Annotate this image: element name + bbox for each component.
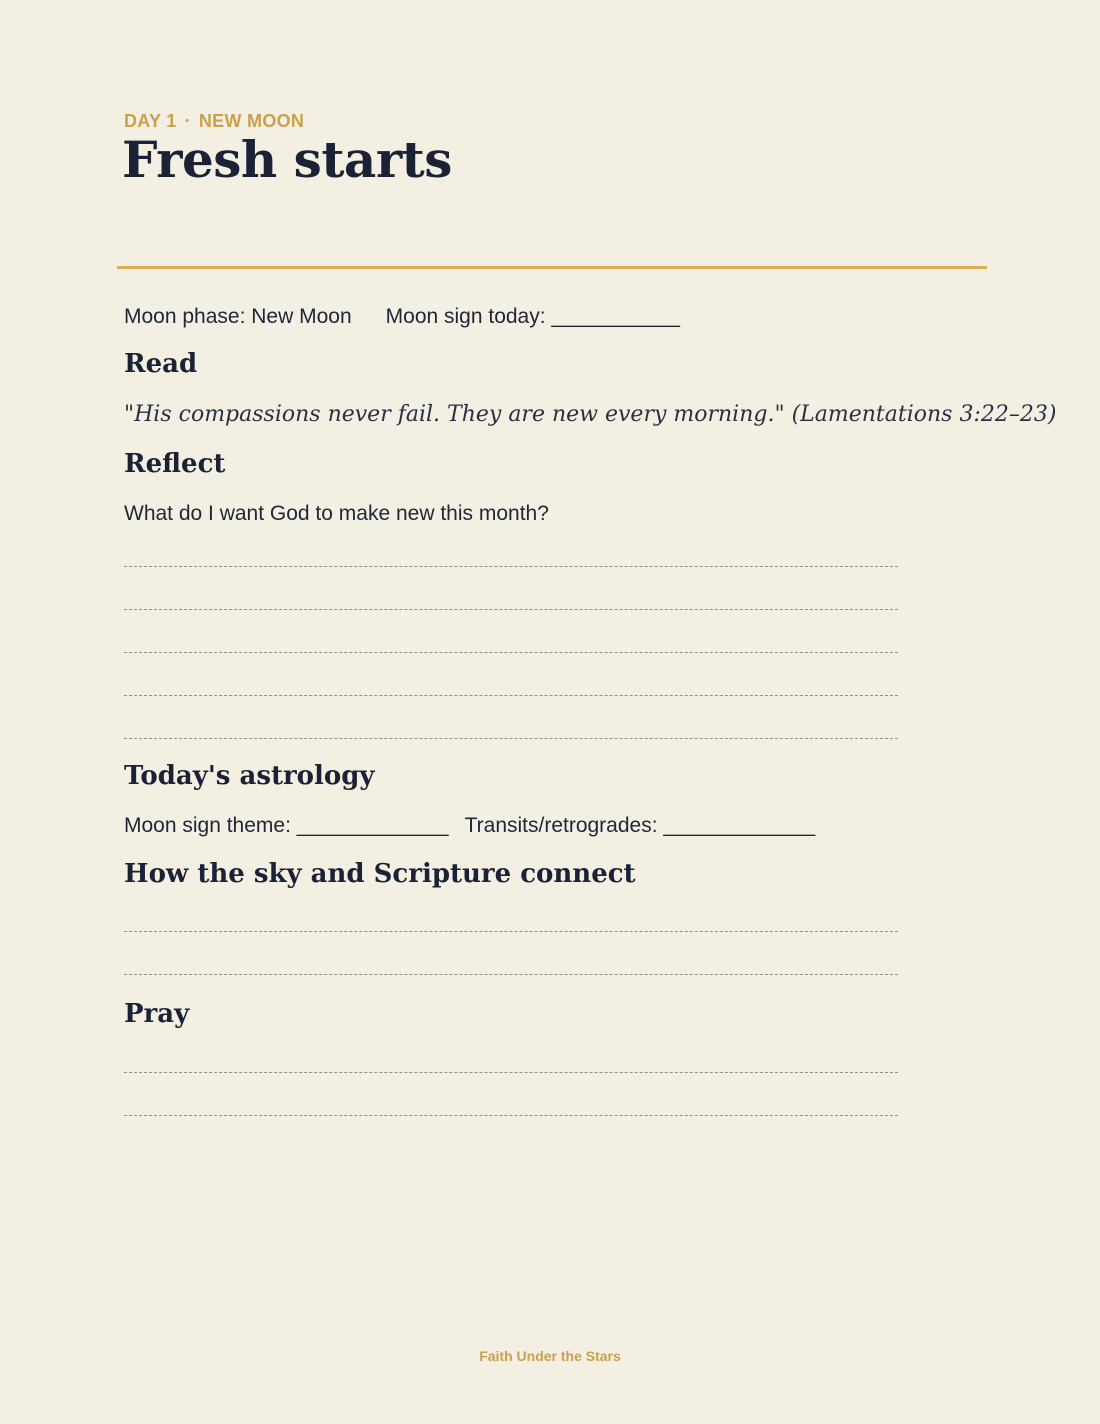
reflect-write-line[interactable] bbox=[124, 652, 898, 653]
moon-sign-theme-field[interactable]: Moon sign theme: _____________ bbox=[124, 814, 449, 837]
read-heading: Read bbox=[124, 349, 198, 379]
moon-sign-field[interactable]: Moon sign today: ___________ bbox=[385, 305, 680, 328]
day-eyebrow bbox=[124, 111, 304, 132]
reflect-write-line[interactable] bbox=[124, 566, 898, 567]
moon-phase-field[interactable]: Moon phase: New Moon bbox=[124, 305, 352, 328]
transits-field[interactable]: Transits/retrogrades: _____________ bbox=[464, 814, 816, 837]
reflect-write-line[interactable] bbox=[124, 738, 898, 739]
page-title: Fresh starts bbox=[122, 130, 452, 189]
astrology-row bbox=[124, 814, 815, 838]
header-divider bbox=[117, 266, 987, 269]
reflect-write-line[interactable] bbox=[124, 695, 898, 696]
pray-write-line[interactable] bbox=[124, 1072, 898, 1073]
reflect-prompt: What do I want God to make new this month? bbox=[124, 502, 549, 525]
connect-write-line[interactable] bbox=[124, 931, 898, 932]
pray-heading: Pray bbox=[124, 999, 190, 1029]
pray-write-line[interactable] bbox=[124, 1115, 898, 1116]
moon-meta-row bbox=[124, 305, 680, 329]
footer-brand: Faith Under the Stars bbox=[479, 1348, 621, 1364]
eyebrow-separator: · bbox=[184, 111, 191, 131]
reflect-heading: Reflect bbox=[124, 449, 226, 479]
scripture-quote: "His compassions never fail. They are new every morning." (Lamentations 3:22–23) bbox=[124, 402, 1057, 427]
day-label: DAY 1 bbox=[124, 111, 177, 131]
phase-label: NEW MOON bbox=[198, 111, 305, 131]
astrology-heading: Today's astrology bbox=[124, 761, 375, 791]
connect-write-line[interactable] bbox=[124, 974, 898, 975]
connect-heading: How the sky and Scripture connect bbox=[124, 859, 636, 889]
reflect-write-line[interactable] bbox=[124, 609, 898, 610]
